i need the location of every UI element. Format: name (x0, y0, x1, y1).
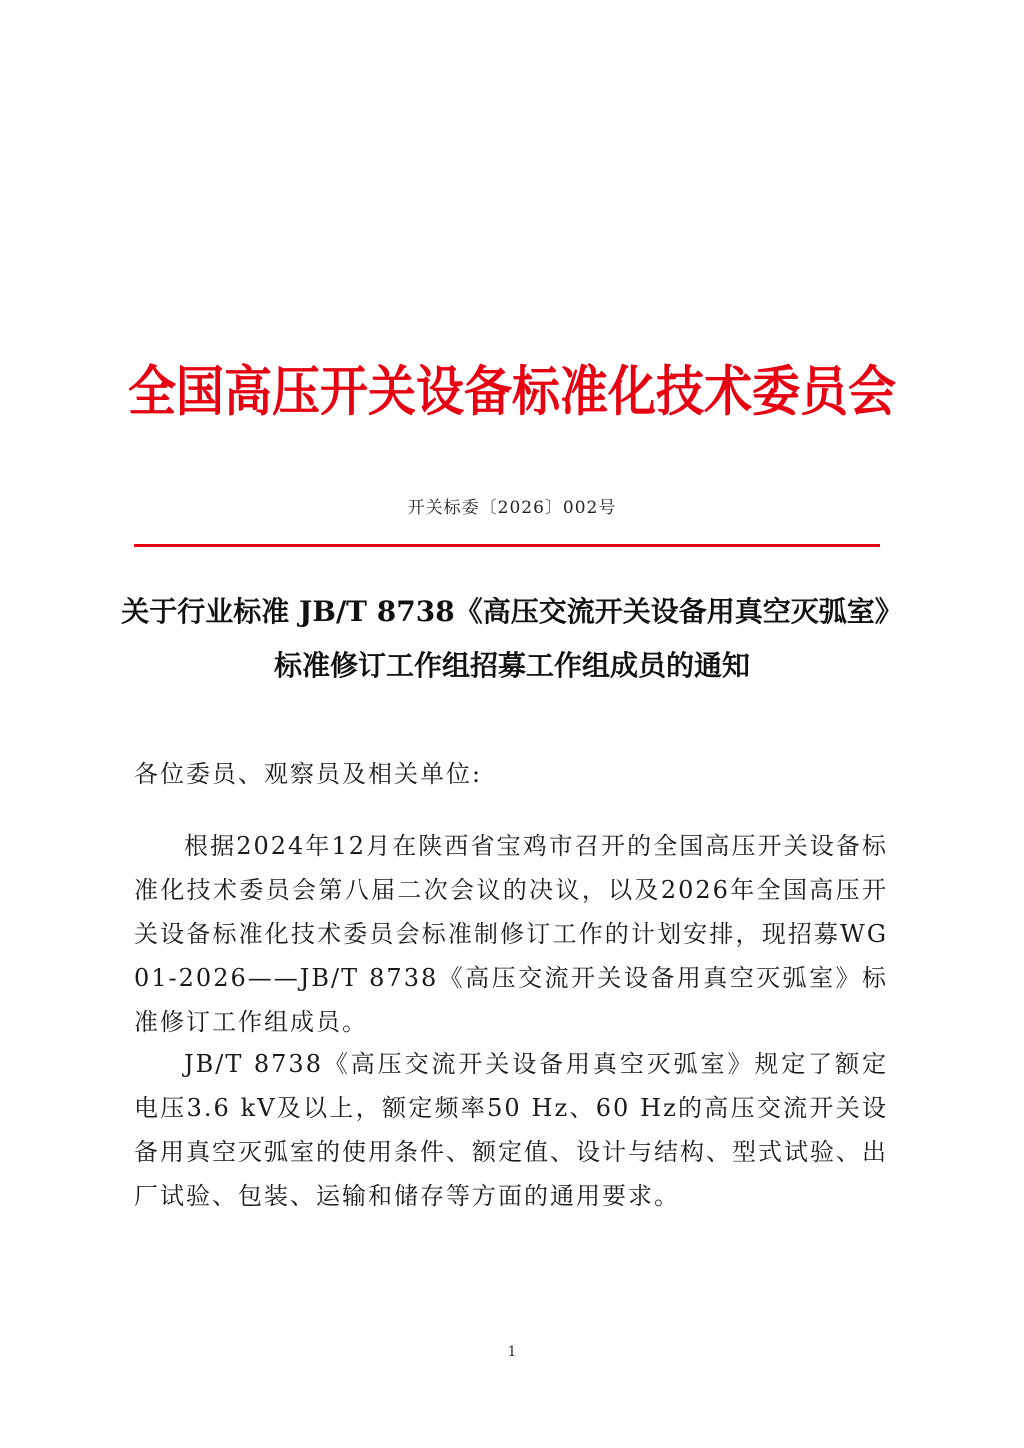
red-divider (134, 544, 880, 547)
document-number: 开关标委〔2026〕002号 (407, 498, 617, 518)
organization-title: 全国高压开关设备标准化技术委员会 (127, 360, 896, 424)
salutation: 各位委员、观察员及相关单位: (134, 760, 483, 788)
body-paragraph-1: 根据2024年12月在陕西省宝鸡市召开的全国高压开关设备标准化技术委员会第八届二次会议的决议，以及2026年全国高压开关设备标准化技术委员会标准制修订工作的计划安排，现招募WG 01-2026——JB/T 8738《高压交流开关设备用真空灭弧室》标准修订工作组成员。 (134, 832, 888, 1036)
page-number: 1 (507, 1344, 517, 1360)
notice-title: 关于行业标准 JB/T 8738《高压交流开关设备用真空灭弧室》标准修订工作组招募工作组成员的通知 (121, 595, 903, 682)
body-paragraph-2: JB/T 8738《高压交流开关设备用真空灭弧室》规定了额定电压3.6 kV及以上，额定频率50 Hz、60 Hz的高压交流开关设备用真空灭弧室的使用条件、额定值、设计与结构、型式试验、出厂试验、包装、运输和储存等方面的通用要求。 (134, 1050, 888, 1210)
